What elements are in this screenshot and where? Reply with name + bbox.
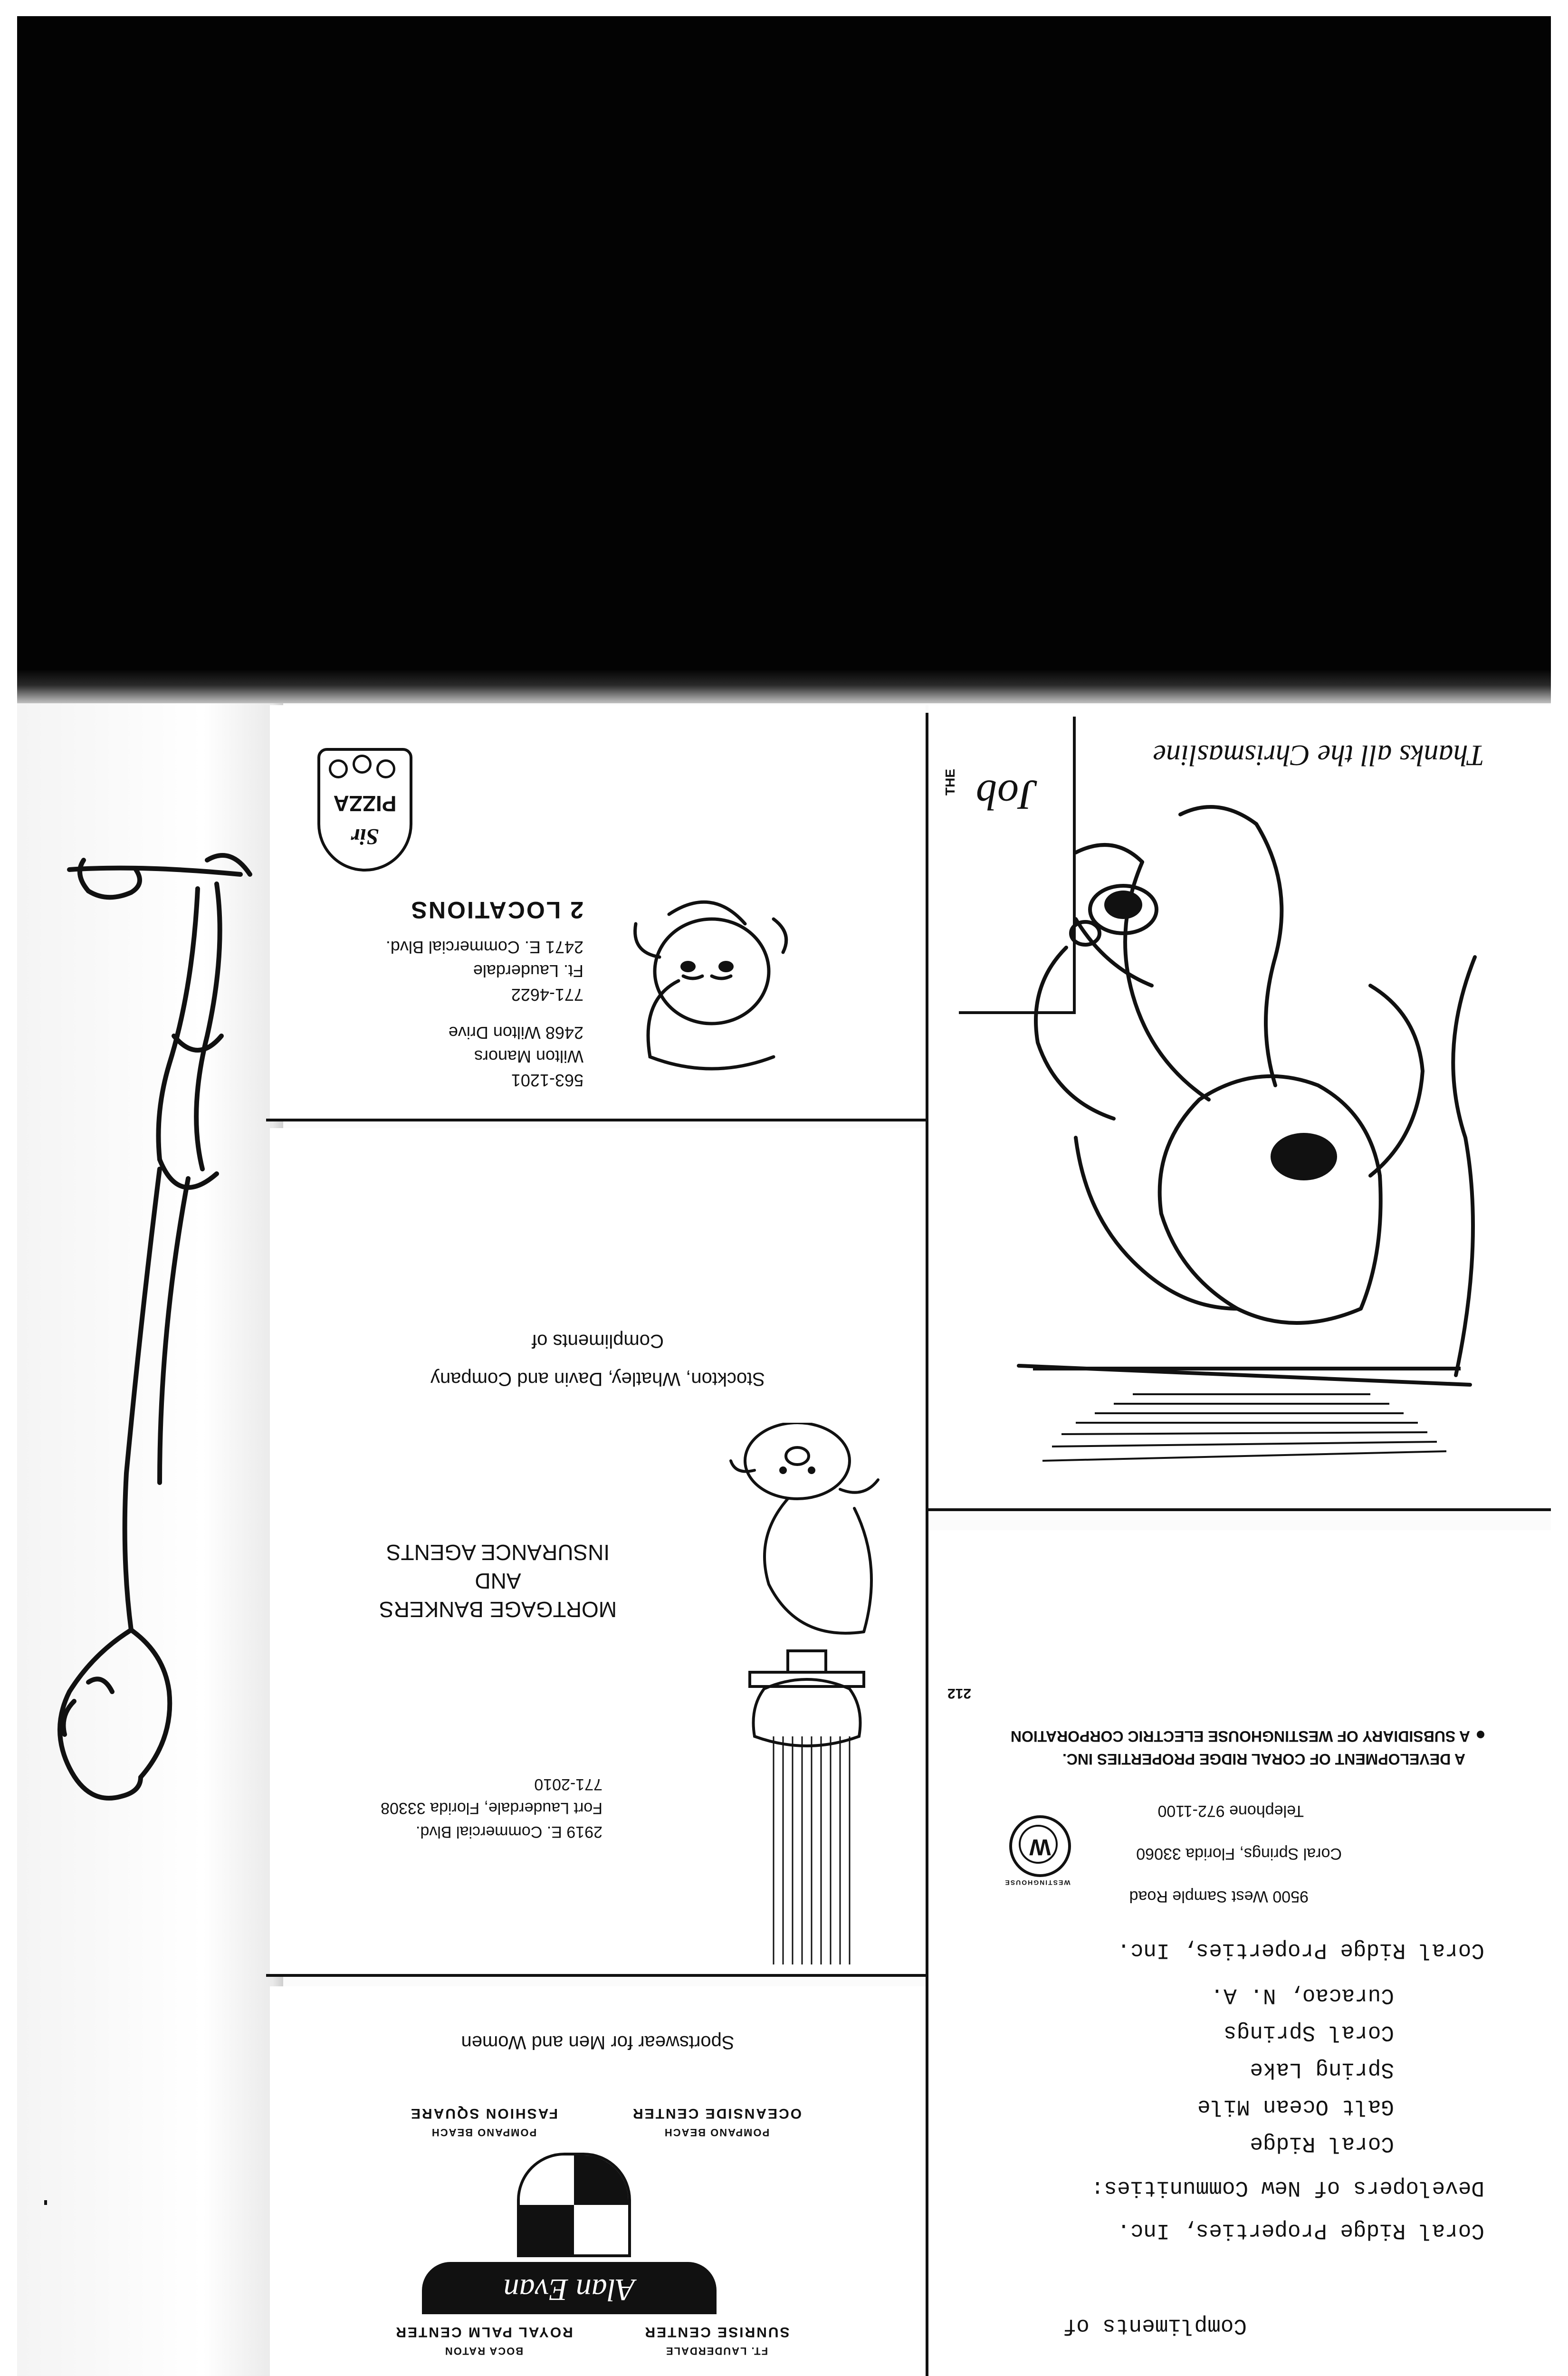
store2-name: FASHION SQUARE	[409, 2106, 558, 2121]
community-item: Coral Springs	[1224, 2020, 1394, 2045]
pizza-loc2-city: Wilton Manors	[474, 1047, 583, 1066]
alan-evan-brand: Alan Evan	[503, 2272, 635, 2307]
community-item: Galt Ocean Mile	[1197, 2094, 1394, 2119]
coral-phone: Telephone 972-1100	[1157, 1802, 1304, 1820]
stockton-city: Fort Lauderdale, Florida 33308	[381, 1799, 602, 1817]
column-lines-icon	[745, 1641, 869, 1964]
coral-communities-list	[1197, 1977, 1394, 2162]
bullet-dot	[1477, 1731, 1484, 1738]
coral-ridge-ad	[928, 1530, 1551, 2376]
alan-evan-banner	[422, 2262, 717, 2314]
coral-developers: Developers of New Communities:	[1090, 2175, 1484, 2200]
coral-development-line: A DEVELOPMENT OF CORAL RIDGE PROPERTIES INC.	[1062, 1751, 1465, 1768]
community-item: Coral Ridge	[1250, 2131, 1394, 2156]
right-divider-2	[266, 1119, 926, 1121]
store-oceanside	[626, 2105, 807, 2138]
right-divider-1	[266, 1974, 926, 1977]
sir-pizza-logo	[317, 748, 412, 872]
stockton-line3: INSURANCE AGENTS	[386, 1540, 610, 1565]
alan-evan-ad	[270, 1986, 926, 2376]
hanging-figure-illustration	[17, 703, 283, 2376]
pizza-loc1-phone: 771-4622	[511, 985, 583, 1005]
stockton-ad	[270, 1128, 926, 1974]
stockton-phone: 771-2010	[534, 1775, 602, 1793]
cartoon-panel	[928, 705, 1551, 1508]
community-item: Spring Lake	[1250, 2057, 1394, 2082]
store1-city: POMPANO BEACH	[663, 2127, 770, 2138]
store2-city: POMPANO BEACH	[430, 2127, 537, 2138]
coral-company-name: Coral Ridge Properties, Inc.	[1117, 2218, 1484, 2243]
pizza-heading: 2 LOCATIONS	[410, 897, 583, 923]
pizza-loc1-city: Ft. Lauderdale	[473, 961, 583, 981]
store-royal-palm	[374, 2324, 593, 2357]
page-number: 212	[947, 1686, 971, 1701]
cartoon-illustration	[971, 767, 1541, 1480]
community-item: Curacao, N. A.	[1210, 1983, 1394, 2008]
westinghouse-letter: W	[1029, 1834, 1051, 1859]
pizza-logo-sir: Sir	[351, 824, 379, 849]
cartoon-caption-script: Thanks all the Chrismasline	[1153, 739, 1484, 771]
store1-name: OCEANSIDE CENTER	[631, 2106, 802, 2121]
pizza-loc2-phone: 563-1201	[511, 1071, 583, 1090]
store-fashion-square	[374, 2105, 593, 2138]
pizza-logo-pizza: PIZZA	[333, 791, 397, 816]
left-page-strip	[17, 703, 283, 2376]
store-sunrise	[626, 2324, 807, 2357]
stockton-compliments: Compliments of	[532, 1331, 664, 1351]
black-cover-page	[17, 16, 1551, 691]
alan-evan-crest	[517, 2153, 631, 2257]
coral-city: Coral Springs, Florida 33060	[1136, 1845, 1342, 1863]
stockton-address: 2919 E. Commercial Blvd.	[415, 1823, 602, 1841]
pizza-loc2-street: 2468 Wilton Drive	[448, 1023, 583, 1043]
left-horizontal-divider	[928, 1508, 1551, 1511]
coral-subsidiary-line: A SUBSIDIARY OF WESTINGHOUSE ELECTRIC CORPORATION	[1010, 1728, 1470, 1745]
stockton-line1: MORTGAGE BANKERS	[379, 1597, 617, 1622]
book-binding	[17, 670, 1551, 708]
store3-city: FT. LAUDERDALE	[665, 2345, 768, 2357]
cartoon-caption-mark: Job	[976, 771, 1038, 818]
coral-company-repeat: Coral Ridge Properties, Inc.	[1117, 1938, 1484, 1963]
cartoon-caption-the: THE	[943, 769, 957, 795]
column-illustration	[745, 1641, 869, 1964]
pizza-loc1-street: 2471 E. Commercial Blvd.	[385, 938, 583, 957]
sir-pizza-ad	[270, 705, 926, 1119]
coral-address: 9500 West Sample Road	[1129, 1887, 1309, 1906]
banker-cartoon-illustration	[721, 1423, 892, 1641]
store4-name: ROYAL PALM CENTER	[394, 2324, 573, 2340]
store4-city: BOCA RATON	[444, 2345, 524, 2357]
stockton-company: Stockton, Whatley, Davin and Company	[430, 1369, 765, 1389]
westinghouse-ring-text: WESTINGHOUSE	[1004, 1879, 1071, 1887]
alan-evan-tagline: Sportswear for Men and Women	[461, 2032, 735, 2053]
coral-compliments: Compliments of	[1063, 2313, 1247, 2338]
westinghouse-logo	[1004, 1815, 1071, 1887]
store3-name: SUNRISE CENTER	[643, 2324, 790, 2340]
stockton-line2: AND	[475, 1569, 521, 1593]
chef-illustration	[621, 876, 802, 1076]
rotated-ad-page	[266, 703, 1551, 2376]
